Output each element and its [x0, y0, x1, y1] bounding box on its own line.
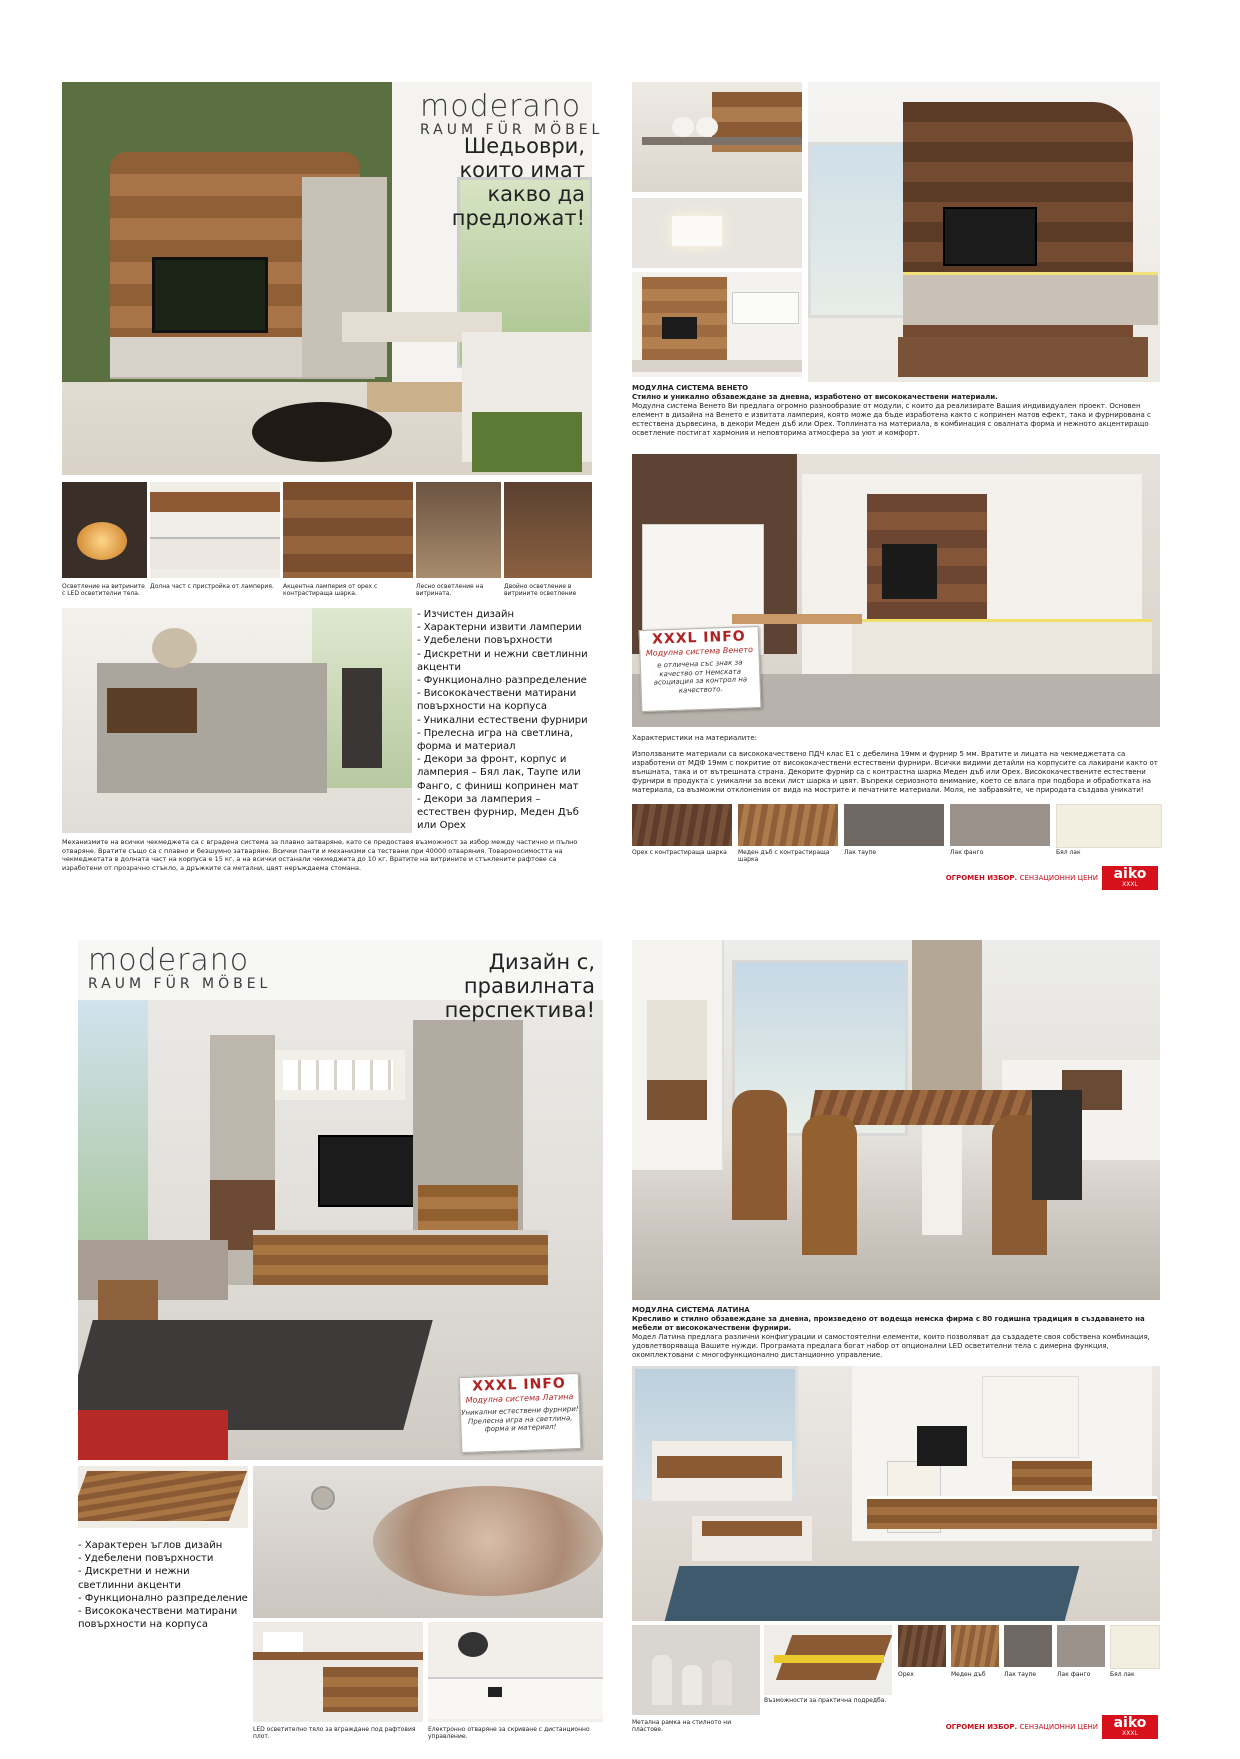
led-shelf-photo [253, 1622, 423, 1722]
xxxl-title: XXXL INFO [651, 628, 746, 648]
feature-item: - Характерен ъглов дизайн [78, 1540, 223, 1551]
aiko-logo [1102, 866, 1158, 890]
caption-5: Двойно осветление в витрините осветление [504, 583, 577, 597]
footer-claim-2: СЕНЗАЦИОННИ ЦЕНИ [1019, 874, 1098, 882]
veneto-headline: Стилно и уникално обзавеждане за дневна, изработено от висококачествени материали. [632, 393, 998, 401]
veneto-body: Модулна система Венето Ви предлага огромно разнообразие от модули, с които да реализирате Вашия индивидуален проект. Основен елемент в дизайна на Венето е извитата ламперия, която може да бъде изработена както с копринен матов ефект, така и фурнирована с естествена дървесина, в декори Меден дъб или Орех. Топлината на материала, в комбинация с овалната форма и нежното акцентиращо осветление постигат хармония и неповторима атмосфера за уют и комфорт. [632, 402, 1151, 437]
swatch-label: Меден дъб [951, 1671, 986, 1678]
materials-body: Използваните материали са висококачествено ПДЧ клас Е1 с дебелина 19мм и фурнир 5 мм. Вратите и лицата на чекмеджетата са изработени от МДФ 19мм с покритие от висококачествени естествени фурнири. Всички видими детайли на корпусите са лакирани както от външната, така и от вътрешната страна. Декорите фурнир са с контрастна шарка Меден дъб или Орех. Висококачествените естествени фурнири в продукта с уникални за всеки лист шарка и цвят. Въпреки сериозното внимание, което се влага при подбора и обработката на материала, са възможни отклонения от вида на мострите и печатните материали. Моля, не забравяйте, че природата създава уникати! [632, 750, 1158, 794]
page1-note: Механизмите на всички чекмеджета са с вградена система за плавно затваряне, като се предоставя възможност за избор между частично и пълно отваряне. Вратите също са с плавно и безшумно затваряне. Всички панти и механизми са тествани при 40000 отваряния. Товароносимостта на чекмеджетата в долната част на корпуса е 15 кг, а на всички останали чекмеджета до 10 кг. Вратите на витрините и стъклените рафтове са изработени от прозрачно стъкло, а дръжките са метални, цвят неръждаема стомана. [62, 838, 578, 872]
storage-organizer-photo [764, 1625, 892, 1695]
footer-claim-1: ОГРОМЕН ИЗБОР. [945, 1723, 1018, 1731]
thumb-vitrine-light [416, 482, 501, 578]
feature-item: - Изчистен дизайн [417, 609, 515, 620]
footer-claim-2: СЕНЗАЦИОННИ ЦЕНИ [1019, 1723, 1098, 1731]
swatch-label: Лак фанго [1057, 1671, 1091, 1678]
feature-item: - Удебелени повърхности [417, 635, 553, 647]
brand-tagline: RAUM FÜR MÖBEL [420, 122, 604, 138]
swatch-meden-dab [951, 1625, 999, 1667]
latina-xxxl-badge [459, 1373, 582, 1453]
latina-body: Модел Латина предлага различни конфигурации и самостоятелни елементи, които позволяват да създадете своя собствена комбинация, удовлетворяваща Вашите нужди. Програмата предлага богат набор от опционални LED осветителни тела с димерна функция, окомплектовани с многофункционално дистанционно управление. [632, 1333, 1150, 1359]
veneto-composition-photo [632, 272, 802, 377]
logo-text: aiko [1113, 1715, 1147, 1731]
brand-tagline: RAUM FÜR MÖBEL [88, 976, 272, 992]
latina-system-label: МОДУЛНА СИСТЕМА ЛАТИНА [632, 1306, 750, 1314]
swatch-label: Бял лак [1110, 1671, 1135, 1678]
swatch-label: Орех [898, 1671, 914, 1678]
feature-item: - Декори за ламперия – естествен фурнир, Меден Дъб или Орех [417, 793, 579, 832]
xxxl-desc: Уникални естествени фурнири! Прелесна игра на светлина, форма и материал! [461, 1404, 579, 1434]
brand-name: moderano [88, 943, 250, 978]
swatch-label: Лак таупе [1004, 1671, 1037, 1678]
feature-item: - Декори за фронт, корпус и ламперия – Бял лак, Таупе или Фанго, с финиш копринен мат [417, 754, 581, 792]
materials-title: Характеристики на материалите: [632, 734, 757, 742]
caption-4: Лесно осветление на витрината. [416, 583, 484, 597]
veneto-main-photo [808, 82, 1160, 382]
swatch-taupe [844, 804, 944, 846]
aiko-logo [1102, 1715, 1158, 1739]
corner-detail-photo [78, 1466, 248, 1528]
wall-lamp-photo [632, 198, 802, 268]
latina-dining-photo [632, 940, 1160, 1300]
feature-item: - Характерни извити ламперии [417, 622, 582, 634]
feature-item: - Дискретни и нежни светлинни акценти [78, 1566, 190, 1591]
swatch-white [1110, 1625, 1160, 1669]
thumb-walnut-panel [283, 482, 413, 578]
swatch-label: Бял лак [1056, 849, 1081, 856]
swatch-meden-dab [738, 804, 838, 846]
swatch-fango [950, 804, 1050, 846]
logo-sub: XXXL [1122, 881, 1138, 888]
brand-logo [88, 943, 272, 992]
swatch-label: Лак фанго [950, 849, 984, 856]
feature-item: - Удебелени повърхности [78, 1553, 214, 1565]
logo-sub: XXXL [1122, 1730, 1138, 1737]
footer-claim-1: ОГРОМЕН ИЗБОР. [945, 874, 1018, 882]
xxxl-subtitle: Модулна система Венето [645, 645, 754, 658]
veneto-xxxl-badge [639, 626, 762, 712]
electronic-opening-photo [428, 1622, 603, 1722]
latina-headline: Кресливо и стилно обзавеждане за дневна, произведено от водеща немска фирма с 80 годишна традиция в създаването на мебели от висококачествени фурнири. [632, 1315, 1145, 1332]
swatch-taupe [1004, 1625, 1052, 1667]
xxxl-title: XXXL INFO [471, 1375, 567, 1395]
page1-slogan: Шедьоври, които имат какво да предложат! [451, 134, 585, 230]
latina-living-photo [632, 1366, 1160, 1621]
xxxl-subtitle: Модулна система Латина [465, 1392, 574, 1405]
page3-slogan: Дизайн с, правилната перспектива! [444, 950, 595, 1022]
feature-item: - Висококачествени матирани повърхности на корпуса [417, 688, 577, 713]
thumb-lower-unit [150, 482, 280, 578]
caption-led: LED осветително тяло за вграждане под рафтовия плот. [253, 1726, 416, 1740]
page3-feature-list [78, 1539, 248, 1631]
feature-item: - Прелесна игра на светлина, форма и материал [417, 727, 574, 753]
sideboard-photo [62, 608, 412, 833]
caption-1: Осветление на витрините с LED осветителни тела. [62, 583, 145, 597]
caption-2: Долна част с пристройка от ламперия. [150, 583, 274, 590]
brand-logo [420, 89, 604, 138]
swatch-fango [1057, 1625, 1105, 1667]
xxxl-desc: е отличена със знак за качество от Немската асоциация за контрол на качеството. [653, 658, 748, 695]
feature-item: - Функционално разпределение [417, 675, 587, 687]
brand-name: moderano [420, 89, 582, 124]
bowl-detail-photo [253, 1466, 603, 1618]
caption-organizer: Възможности за практична подредба. [764, 1697, 887, 1704]
veneto-system-label: МОДУЛНА СИСТЕМА ВЕНЕТО [632, 384, 749, 392]
feature-item: - Висококачествени матирани повърхности на корпуса [78, 1606, 238, 1631]
swatch-label: Меден дъб с контрастираща шарка [738, 849, 830, 863]
thumb-double-light [504, 482, 592, 578]
feature-item: - Дискретни и нежни светлинни акценти [417, 648, 588, 673]
footer-claim [918, 873, 1098, 883]
feature-item: - Функционално разпределение [78, 1592, 248, 1604]
page1-feature-list [417, 608, 592, 832]
caption-3: Акцентна ламперия от орех с контрастираща шарка. [283, 583, 378, 597]
feature-item: - Уникални естествени фурнири [417, 714, 588, 726]
swatch-white [1056, 804, 1162, 848]
caption-electronic: Електронно отваряне за скриване с дистанционно управление. [428, 1726, 590, 1740]
swatch-label: Лак таупе [844, 849, 877, 856]
caption-frame: Метална рамка на стилното ни пластове. [632, 1719, 732, 1733]
thumb-led-vitrine [62, 482, 147, 578]
swatch-label: Орех с контрастираща шарка [632, 849, 727, 856]
glass-vitrine-photo [632, 1625, 760, 1715]
logo-text: aiko [1113, 866, 1147, 882]
footer-claim [918, 1722, 1098, 1732]
swatch-orekh [632, 804, 732, 846]
swatch-orekh [898, 1625, 946, 1667]
veneto-shelf-photo [632, 82, 802, 192]
